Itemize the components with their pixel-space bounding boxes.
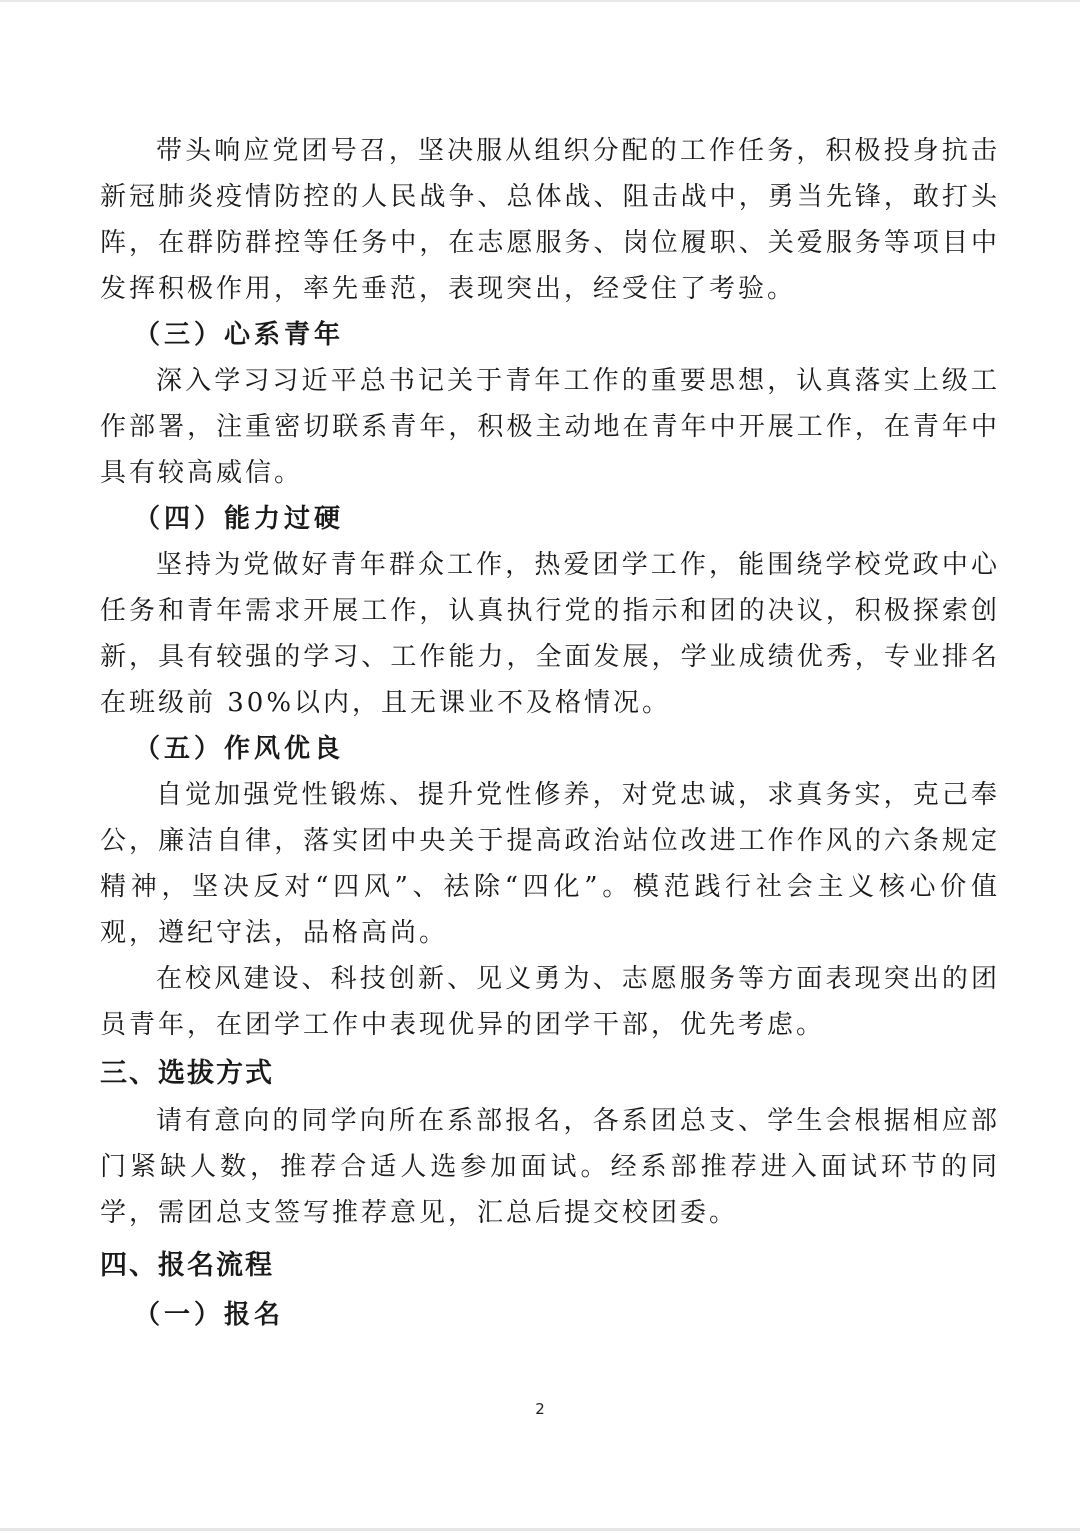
paragraph-priority-consideration: 在校风建设、科技创新、见义勇为、志愿服务等方面表现突出的团员青年，在团学工作中表现优异的团学干部，优先考虑。	[100, 964, 1000, 1040]
subhead-strong-ability: （四）能力过硬	[134, 504, 345, 534]
subhead-good-conduct: （五）作风优良	[134, 734, 345, 764]
document-body	[100, 128, 1000, 1338]
subhead-registration: （一）报名	[134, 1300, 285, 1330]
section-registration-process: 四、报名流程	[100, 1250, 274, 1281]
paragraph-selection-method: 请有意向的同学向所在系部报名，各系团总支、学生会根据相应部门紧缺人数，推荐合适人选参加面试。经系部推荐进入面试环节的同学，需团总支签写推荐意见，汇总后提交校团委。	[100, 1106, 1000, 1228]
paragraph-care-for-youth: 深入学习习近平总书记关于青年工作的重要思想，认真落实上级工作部署，注重密切联系青年，积极主动地在青年中开展工作，在青年中具有较高威信。	[100, 366, 1000, 488]
paragraph-anti-epidemic: 带头响应党团号召，坚决服从组织分配的工作任务，积极投身抗击新冠肺炎疫情防控的人民战争、总体战、阻击战中，勇当先锋，敢打头阵，在群防群控等任务中，在志愿服务、岗位履职、关爱服务等项目中发挥积极作用，率先垂范，表现突出，经受住了考验。	[100, 136, 1000, 304]
paragraph-good-conduct: 自觉加强党性锻炼、提升党性修养，对党忠诚，求真务实，克己奉公，廉洁自律，落实团中央关于提高政治站位改进工作作风的六条规定精神，坚决反对“四风”、祛除“四化”。模范践行社会主义核心价值观，遵纪守法，品格高尚。	[100, 780, 1000, 948]
page-number: 2	[535, 1400, 545, 1418]
section-selection-method: 三、选拔方式	[100, 1058, 274, 1089]
page-top-edge	[0, 0, 1080, 2]
paragraph-strong-ability: 坚持为党做好青年群众工作，热爱团学工作，能围绕学校党政中心任务和青年需求开展工作，认真执行党的指示和团的决议，积极探索创新，具有较强的学习、工作能力，全面发展，学业成绩优秀，专业排名在班级前 30%以内，且无课业不及格情况。	[100, 550, 1000, 718]
subhead-care-for-youth: （三）心系青年	[134, 320, 345, 350]
